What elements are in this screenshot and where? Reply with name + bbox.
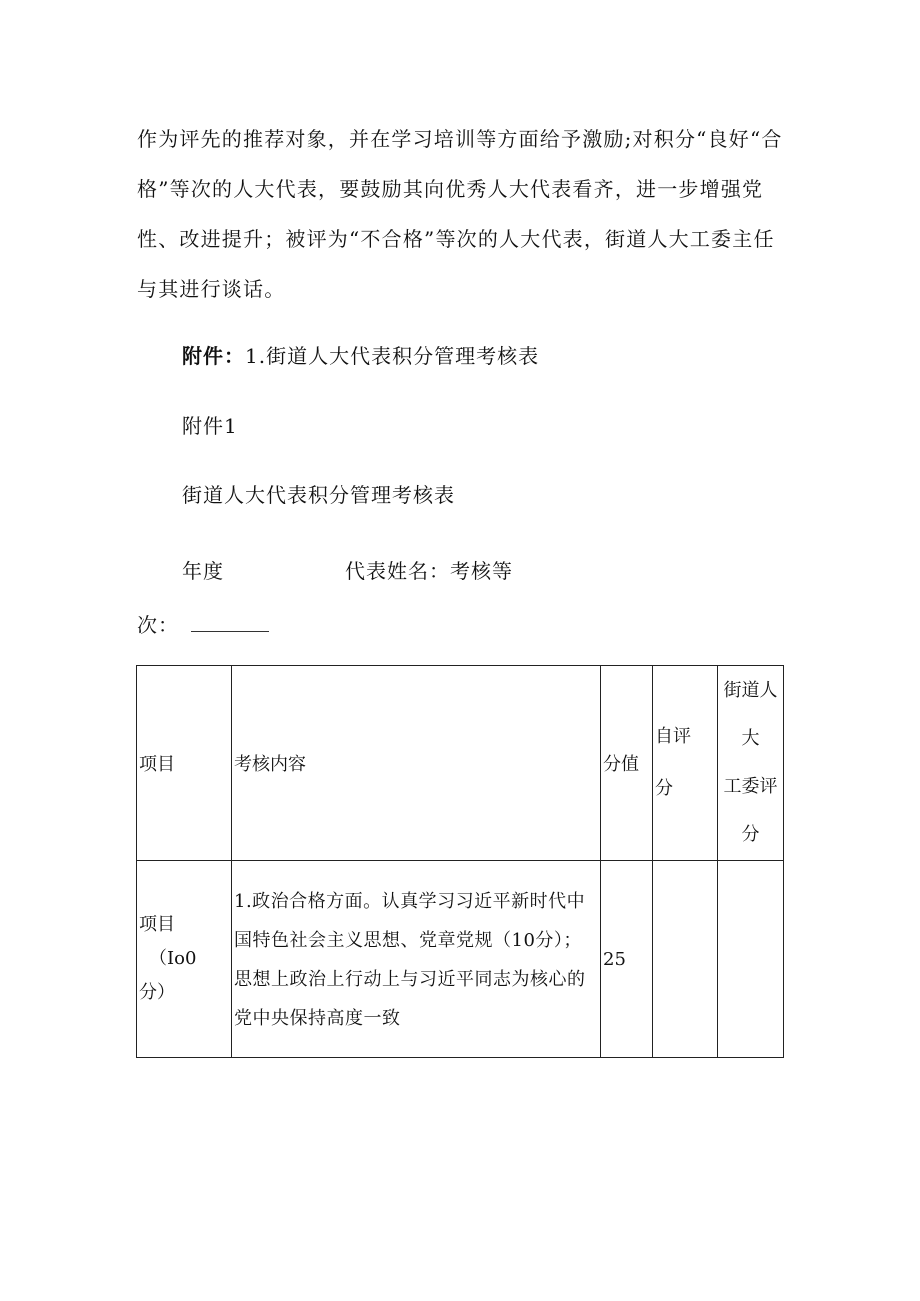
rank-label: 次： (137, 613, 179, 637)
name-label: 代表姓名：考核等 (345, 559, 513, 583)
header-content: 考核内容 (232, 666, 601, 861)
row-self-score[interactable] (653, 861, 718, 1058)
header-score: 分值 (601, 666, 653, 861)
header-self-eval-line1: 自评 (655, 726, 691, 747)
header-committee-line4: 分 (741, 824, 760, 845)
assessment-table (136, 665, 784, 1058)
rank-blank-field (191, 617, 269, 632)
appendix-title: 附件1 (182, 414, 238, 438)
header-committee-eval (718, 666, 784, 861)
row-score: 25 (601, 861, 653, 1058)
table-header-row (137, 666, 784, 861)
header-committee-line2: 大 (741, 728, 760, 749)
row-content: 1.政治合格方面。认真学习习近平新时代中国特色社会主义思想、党章党规（10分）；思想上政治上行动上与习近平同志为核心的党中央保持高度一致 (232, 861, 601, 1058)
attachment-label: 附件： (182, 344, 245, 368)
attachment-line (182, 340, 539, 369)
attachment-item: 1.街道人大代表积分管理考核表 (245, 344, 540, 368)
row-item-line1: 项目 (139, 914, 175, 935)
header-self-eval-line2: 分 (655, 778, 673, 799)
table-row (137, 861, 784, 1058)
row-item (137, 861, 232, 1058)
header-committee-line1: 街道人 (723, 680, 778, 701)
row-committee-score[interactable] (718, 861, 784, 1058)
header-item: 项目 (137, 666, 232, 861)
year-label: 年度 (182, 559, 224, 583)
header-committee-line3: 工委评 (723, 776, 778, 797)
row-item-line2: （Io0 (149, 948, 197, 969)
body-paragraph: 作为评先的推荐对象，并在学习培训等方面给予激励;对积分“良好“合格”等次的人大代表，要鼓励其向优秀人大代表看齐，进一步增强党性、改进提升；被评为“不合格”等次的人大代表，街道人大工委主任与其进行谈话。 (137, 127, 783, 301)
header-self-eval (653, 666, 718, 861)
form-title: 街道人大代表积分管理考核表 (182, 483, 455, 507)
rank-line (137, 609, 269, 638)
row-item-line3: 分） (139, 982, 175, 1003)
